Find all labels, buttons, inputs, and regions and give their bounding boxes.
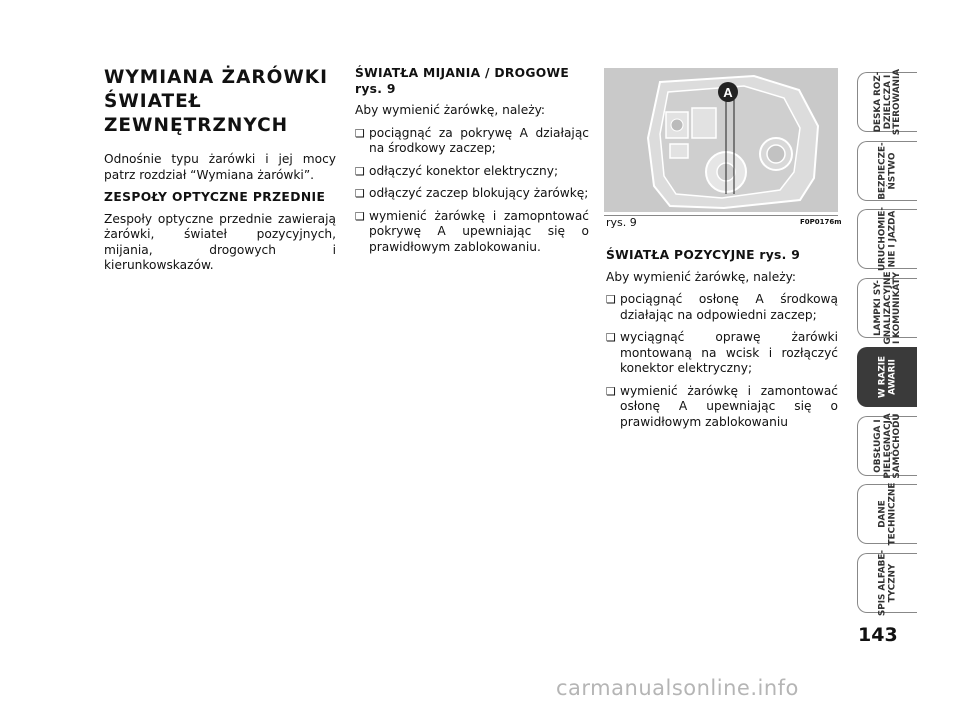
middle-column [355, 66, 589, 262]
tab-technical-data[interactable] [857, 484, 917, 544]
figure-divider [604, 215, 838, 216]
low-beam-step: ❑ odłączyć zaczep blokujący żarówkę; [355, 186, 589, 202]
page-number: 143 [858, 624, 898, 646]
section-heading-front-optics: ZESPOŁY OPTYCZNE PRZEDNIE [104, 190, 326, 204]
tab-label: DESKA ROZ- DZIELCZA I STEROWANIA [872, 68, 902, 136]
page-title: WYMIANA ŻARÓWKI ŚWIATEŁ ZEWNĘTRZNYCH [104, 67, 328, 136]
headlamp-figure [604, 68, 838, 212]
tab-index[interactable] [857, 549, 917, 617]
tab-warning-lights[interactable] [857, 271, 917, 345]
position-lights-heading: ŚWIATŁA POZYCYJNE rys. 9 [606, 248, 801, 262]
position-lights-intro: Aby wymienić żarówkę, należy: [606, 269, 797, 284]
figure-callout-a: A [723, 85, 733, 100]
low-high-beam-intro: Aby wymienić żarówkę, należy: [355, 103, 546, 117]
intro-text: Odnośnie typu żarówki i jej mocy patrz rozdział “Wymiana żarówki”. [104, 152, 336, 182]
position-lights-step: ❑ wymienić żarówkę i zamontować osłonę A upewniając się o prawidłowym zablokowaniu [606, 384, 838, 431]
tab-safety[interactable] [857, 141, 917, 201]
right-column [606, 248, 838, 437]
front-optics-text: Zespoły optyczne przednie zawierają żarówki, świateł pozycyjnych, mijania, drogowych i kierunkowskazów. [104, 211, 336, 272]
figure-code: F0P0176m [800, 218, 842, 226]
low-beam-step: ❑ odłączyć konektor elektryczny; [355, 164, 589, 180]
left-column [104, 66, 336, 281]
figure-caption: rys. 9 [606, 216, 637, 229]
tab-label: DANE TECHNICZNE [877, 482, 897, 546]
tab-label: URUCHOMIE- NIE I JAZDA [877, 206, 897, 272]
watermark: carmanualsonline.info [556, 676, 799, 700]
low-beam-step: ❑ wymienić żarówkę i zamopntować pokrywę A upewniając się o prawidłowym zablokowaniu. [355, 209, 589, 256]
low-high-beam-heading: ŚWIATŁA MIJANIA / DROGOWE rys. 9 [355, 66, 570, 96]
tab-label: BEZPIECZE- ŃSTWO [877, 142, 897, 200]
tab-label: SPIS ALFABE- TYCZNY [877, 549, 897, 617]
tab-emergency[interactable] [857, 347, 917, 407]
tab-label: W RAZIE AWARII [877, 355, 897, 399]
tab-label: LAMPKI SY- GNALIZACYJNE I KOMUNIKATY [872, 271, 902, 345]
tab-maintenance[interactable] [857, 413, 917, 479]
headlamp-illustration [604, 68, 838, 212]
tab-starting-driving[interactable] [857, 206, 917, 272]
low-beam-step: ❑ pociągnąć za pokrywę A działając na środkowy zaczep; [355, 126, 589, 157]
position-lights-step: ❑ wyciągnąć oprawę żarówki montowaną na wcisk i rozłączyć konektor elektryczny; [606, 330, 838, 377]
tab-dashboard[interactable] [857, 68, 917, 136]
tab-label: OBSŁUGA I PIELĘGNACJA SAMOCHODU [872, 413, 902, 479]
position-lights-step: ❑ pociągnąć osłonę A środkową działając na odpowiedni zaczep; [606, 292, 838, 323]
